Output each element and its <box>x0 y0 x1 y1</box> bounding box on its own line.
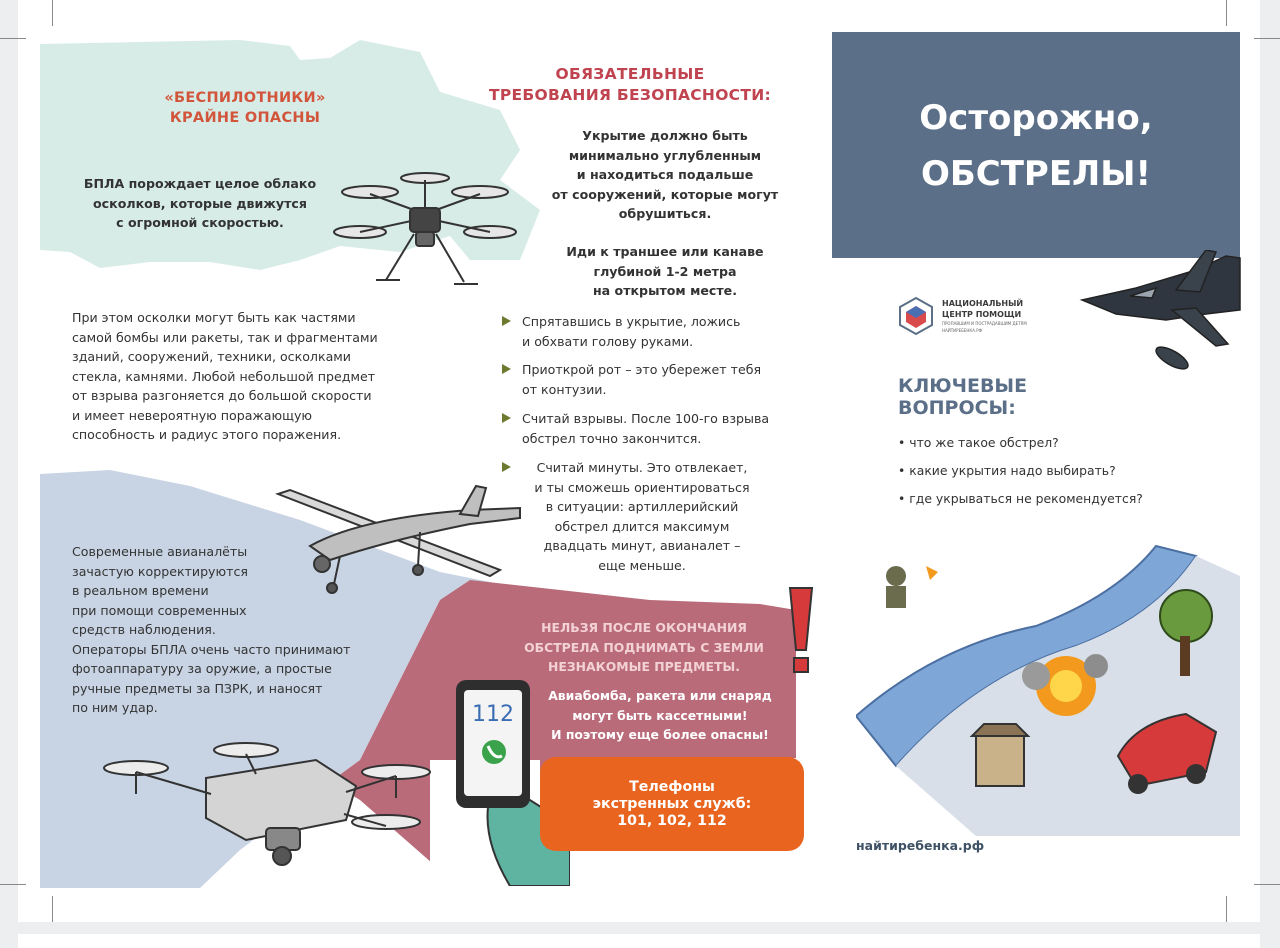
drones-title: «БЕСПИЛОТНИКИ» КРАЙНЕ ОПАСНЫ <box>164 90 326 126</box>
text-line: ручные предметы за ПЗРК, и наносят <box>72 680 323 696</box>
text-line: обрушиться. <box>618 206 712 221</box>
text-line: и имеет невероятную поражающую <box>72 407 312 423</box>
text-line: с огромной скоростью. <box>116 215 284 230</box>
key-question-item <box>898 463 1116 478</box>
text-line: от взрыва разгоняется до большой скорости <box>72 388 372 403</box>
website-link[interactable]: найтиребенка.рф <box>856 838 985 853</box>
warning-text <box>494 618 794 677</box>
text-line: способность и радиус этого поражения. <box>72 427 342 442</box>
text-line: обстрел длится максимум <box>554 518 730 534</box>
text-line: НЕЛЬЗЯ ПОСЛЕ ОКОНЧАНИЯ <box>541 620 747 635</box>
text-line: минимально углубленным <box>568 147 762 163</box>
logo-subline: ПРОПАВШИМ И ПОСТРАДАВШИМ ДЕТЯМ <box>942 321 1027 326</box>
title-line: ТРЕБОВАНИЯ БЕЗОПАСНОСТИ: <box>489 86 771 104</box>
text-line: и обхвати голову руками. <box>522 333 694 349</box>
cluster-text <box>540 686 780 745</box>
text-line: При этом осколки могут быть как частями <box>72 310 356 325</box>
title-line: Осторожно, <box>919 98 1153 138</box>
bullet-item <box>502 409 769 448</box>
fragments-text <box>72 308 432 445</box>
text-line: фотоаппаратуру за оружие, а простые <box>72 661 332 676</box>
fighter-jet-illustration <box>1076 250 1242 380</box>
logo-text <box>942 298 1052 335</box>
text-line: и ты сможешь ориентироваться <box>534 479 750 495</box>
title-line: ВОПРОСЫ: <box>898 397 1016 419</box>
next-page-strip <box>18 934 1260 948</box>
text-line: зачастую корректируются <box>72 563 248 579</box>
text-line: 101, 102, 112 <box>617 813 727 829</box>
text-line: И поэтому еще более опасны! <box>551 727 769 742</box>
logo-line: ЦЕНТР ПОМОЩИ <box>942 310 1022 319</box>
text-line: стекла, камнями. Любой небольшой предмет <box>72 368 376 384</box>
key-questions-title <box>898 375 1098 419</box>
text-line: глубиной 1-2 метра <box>593 263 737 279</box>
text-line: Современные авианалёты <box>72 544 248 559</box>
text-line: Авиабомба, ракета или снаряд <box>548 688 772 703</box>
text-line: ОБСТРЕЛА ПОДНИМАТЬ С ЗЕМЛИ <box>524 639 764 655</box>
triangle-bullet-icon <box>502 413 511 423</box>
logo-line: НАЦИОНАЛЬНЫЙ <box>942 299 1024 308</box>
title-line: ОБСТРЕЛЫ! <box>920 154 1152 194</box>
air-raid-text <box>72 542 432 718</box>
key-question-item <box>898 491 1143 506</box>
bullet-item <box>502 312 740 351</box>
text-line: обстрел точно закончится. <box>522 430 702 446</box>
trench-text <box>520 242 810 301</box>
text-line: в ситуации: артиллерийский <box>545 499 739 514</box>
bpla-text <box>70 174 330 233</box>
bullet-dot-icon: • <box>898 435 910 450</box>
bullet-dot-icon: • <box>898 463 910 478</box>
text-line: по ним удар. <box>72 700 158 715</box>
title-line: ОБЯЗАТЕЛЬНЫЕ <box>555 65 705 83</box>
text-line: от контузии. <box>522 381 607 397</box>
text-line: Считай минуты. Это отвлекает, <box>536 460 748 475</box>
bullet-item <box>502 360 761 399</box>
cover-title <box>832 90 1240 202</box>
title-line: КЛЮЧЕВЫЕ <box>898 375 1028 397</box>
text-line: и находиться подальше <box>576 167 754 182</box>
text-line: Приоткрой рот – это убережет тебя <box>522 362 762 377</box>
ncp-logo-icon <box>896 296 936 336</box>
text-line: НЕЗНАКОМЫЕ ПРЕДМЕТЫ. <box>548 659 740 674</box>
shelter-text <box>520 126 810 224</box>
text-line: на открытом месте. <box>592 283 738 298</box>
text-line: могут быть кассетными! <box>572 707 748 723</box>
key-question-item <box>898 435 1059 450</box>
emergency-text <box>540 779 804 830</box>
text-line: Считай взрывы. После 100-го взрыва <box>522 411 770 426</box>
question-text: что же такое обстрел? <box>909 435 1059 450</box>
triangle-bullet-icon <box>502 316 511 326</box>
text-line: самой бомбы или ракеты, так и фрагментами <box>72 329 378 345</box>
text-line: БПЛА порождает целое облако <box>83 176 317 191</box>
phone-screen-number: 112 <box>472 702 514 727</box>
text-line: двадцать минут, авианалет – <box>543 538 741 553</box>
shelling-scene-illustration <box>856 536 1240 836</box>
cover-title-box <box>832 32 1240 258</box>
text-line: в реальном времени <box>72 583 209 598</box>
emergency-phones-box <box>540 757 804 851</box>
text-line: еще меньше. <box>598 557 686 573</box>
text-line: экстренных служб: <box>592 796 752 812</box>
text-line: зданий, сооружений, техники, осколками <box>72 349 351 364</box>
text-line: средств наблюдения. <box>72 622 216 637</box>
text-line: при помощи современных <box>72 602 247 618</box>
triangle-bullet-icon <box>502 364 511 374</box>
quadcopter-drone-illustration <box>96 728 436 878</box>
logo-url: НАЙТИРЕБЕНКА.РФ <box>942 328 983 333</box>
bullet-dot-icon: • <box>898 491 910 506</box>
text-line: Телефоны <box>629 779 715 795</box>
requirements-title <box>440 64 820 106</box>
triangle-bullet-icon <box>502 462 511 472</box>
question-text: где укрываться не рекомендуется? <box>909 491 1143 506</box>
question-text: какие укрытия надо выбирать? <box>909 463 1116 478</box>
text-line: от сооружений, которые могут <box>551 186 779 202</box>
text-line: Операторы БПЛА очень часто принимают <box>72 641 351 657</box>
text-line: осколков, которые движутся <box>93 195 307 211</box>
text-line: Укрытие должно быть <box>582 128 748 143</box>
text-line: Иди к траншее или канаве <box>566 244 764 259</box>
text-line: Спрятавшись в укрытие, ложись <box>522 314 741 329</box>
bullet-item <box>502 458 762 575</box>
hexacopter-drone-illustration <box>330 170 520 300</box>
